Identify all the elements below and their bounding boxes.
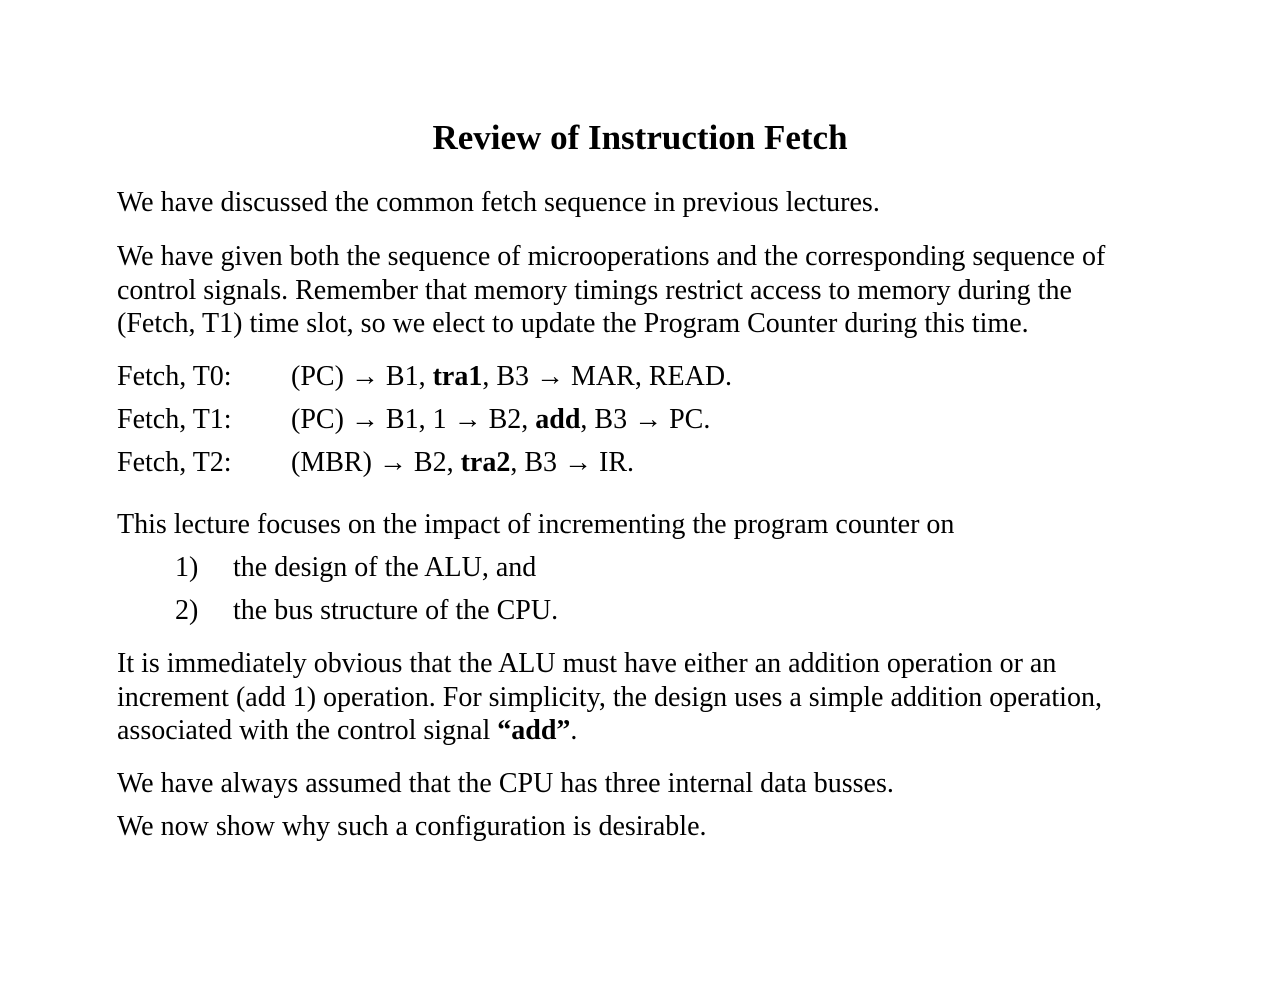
fetch-step-text-post: , B3 → IR. <box>510 447 635 478</box>
fetch-step-text-post: , B3 → PC. <box>580 404 711 435</box>
fetch-step-t0 <box>117 360 732 394</box>
intro-paragraph <box>117 186 1177 220</box>
configuration-text: We now show why such a configuration is desirable. <box>117 811 707 842</box>
fetch-step-text-pre: (PC) → B1, 1 → B2, <box>291 404 536 435</box>
list-number: 2) <box>175 595 199 626</box>
focus-paragraph <box>117 508 1177 542</box>
fetch-step-text-pre: (MBR) → B2, <box>291 447 461 478</box>
control-signal: tra1 <box>432 361 483 392</box>
fetch-step-label: Fetch, T1: <box>117 404 232 435</box>
alu-line-3-post: . <box>570 715 578 746</box>
page-title: Review of Instruction Fetch <box>432 118 848 157</box>
add-signal: “add” <box>497 715 571 746</box>
alu-line-2: increment (add 1) operation. For simplicity, the design uses a simple addition operation, <box>117 681 1102 713</box>
fetch-step-text-post: , B3 → MAR, READ. <box>482 361 733 392</box>
configuration-paragraph <box>117 810 1177 844</box>
alu-line-1: It is immediately obvious that the ALU must have either an addition operation or an <box>117 648 1057 679</box>
alu-line-3-pre: associated with the control signal <box>117 715 498 746</box>
sequence-line-2: control signals. Remember that memory timings restrict access to memory during the <box>117 274 1072 306</box>
alu-paragraph <box>117 647 1177 748</box>
alu-line-3 <box>117 714 1177 748</box>
sequence-paragraph <box>117 240 1177 341</box>
fetch-step-t1 <box>117 403 710 437</box>
fetch-step-t2 <box>117 446 634 480</box>
list-text: the design of the ALU, and <box>233 552 537 583</box>
control-signal: tra2 <box>460 447 511 478</box>
fetch-step-label: Fetch, T0: <box>117 361 232 392</box>
sequence-line-1: We have given both the sequence of microoperations and the corresponding sequence of <box>117 241 1106 272</box>
fetch-step-label: Fetch, T2: <box>117 447 232 478</box>
busses-paragraph <box>117 767 1177 801</box>
list-item <box>175 594 558 628</box>
control-signal: add <box>535 404 581 435</box>
list-text: the bus structure of the CPU. <box>233 595 559 626</box>
list-item <box>175 551 536 585</box>
busses-text: We have always assumed that the CPU has three internal data busses. <box>117 768 894 799</box>
fetch-step-text-pre: (PC) → B1, <box>291 361 433 392</box>
intro-text: We have discussed the common fetch sequence in previous lectures. <box>117 187 880 218</box>
focus-text: This lecture focuses on the impact of incrementing the program counter on <box>117 509 955 540</box>
sequence-line-3: (Fetch, T1) time slot, so we elect to update the Program Counter during this time. <box>117 308 1029 339</box>
list-number: 1) <box>175 552 199 583</box>
